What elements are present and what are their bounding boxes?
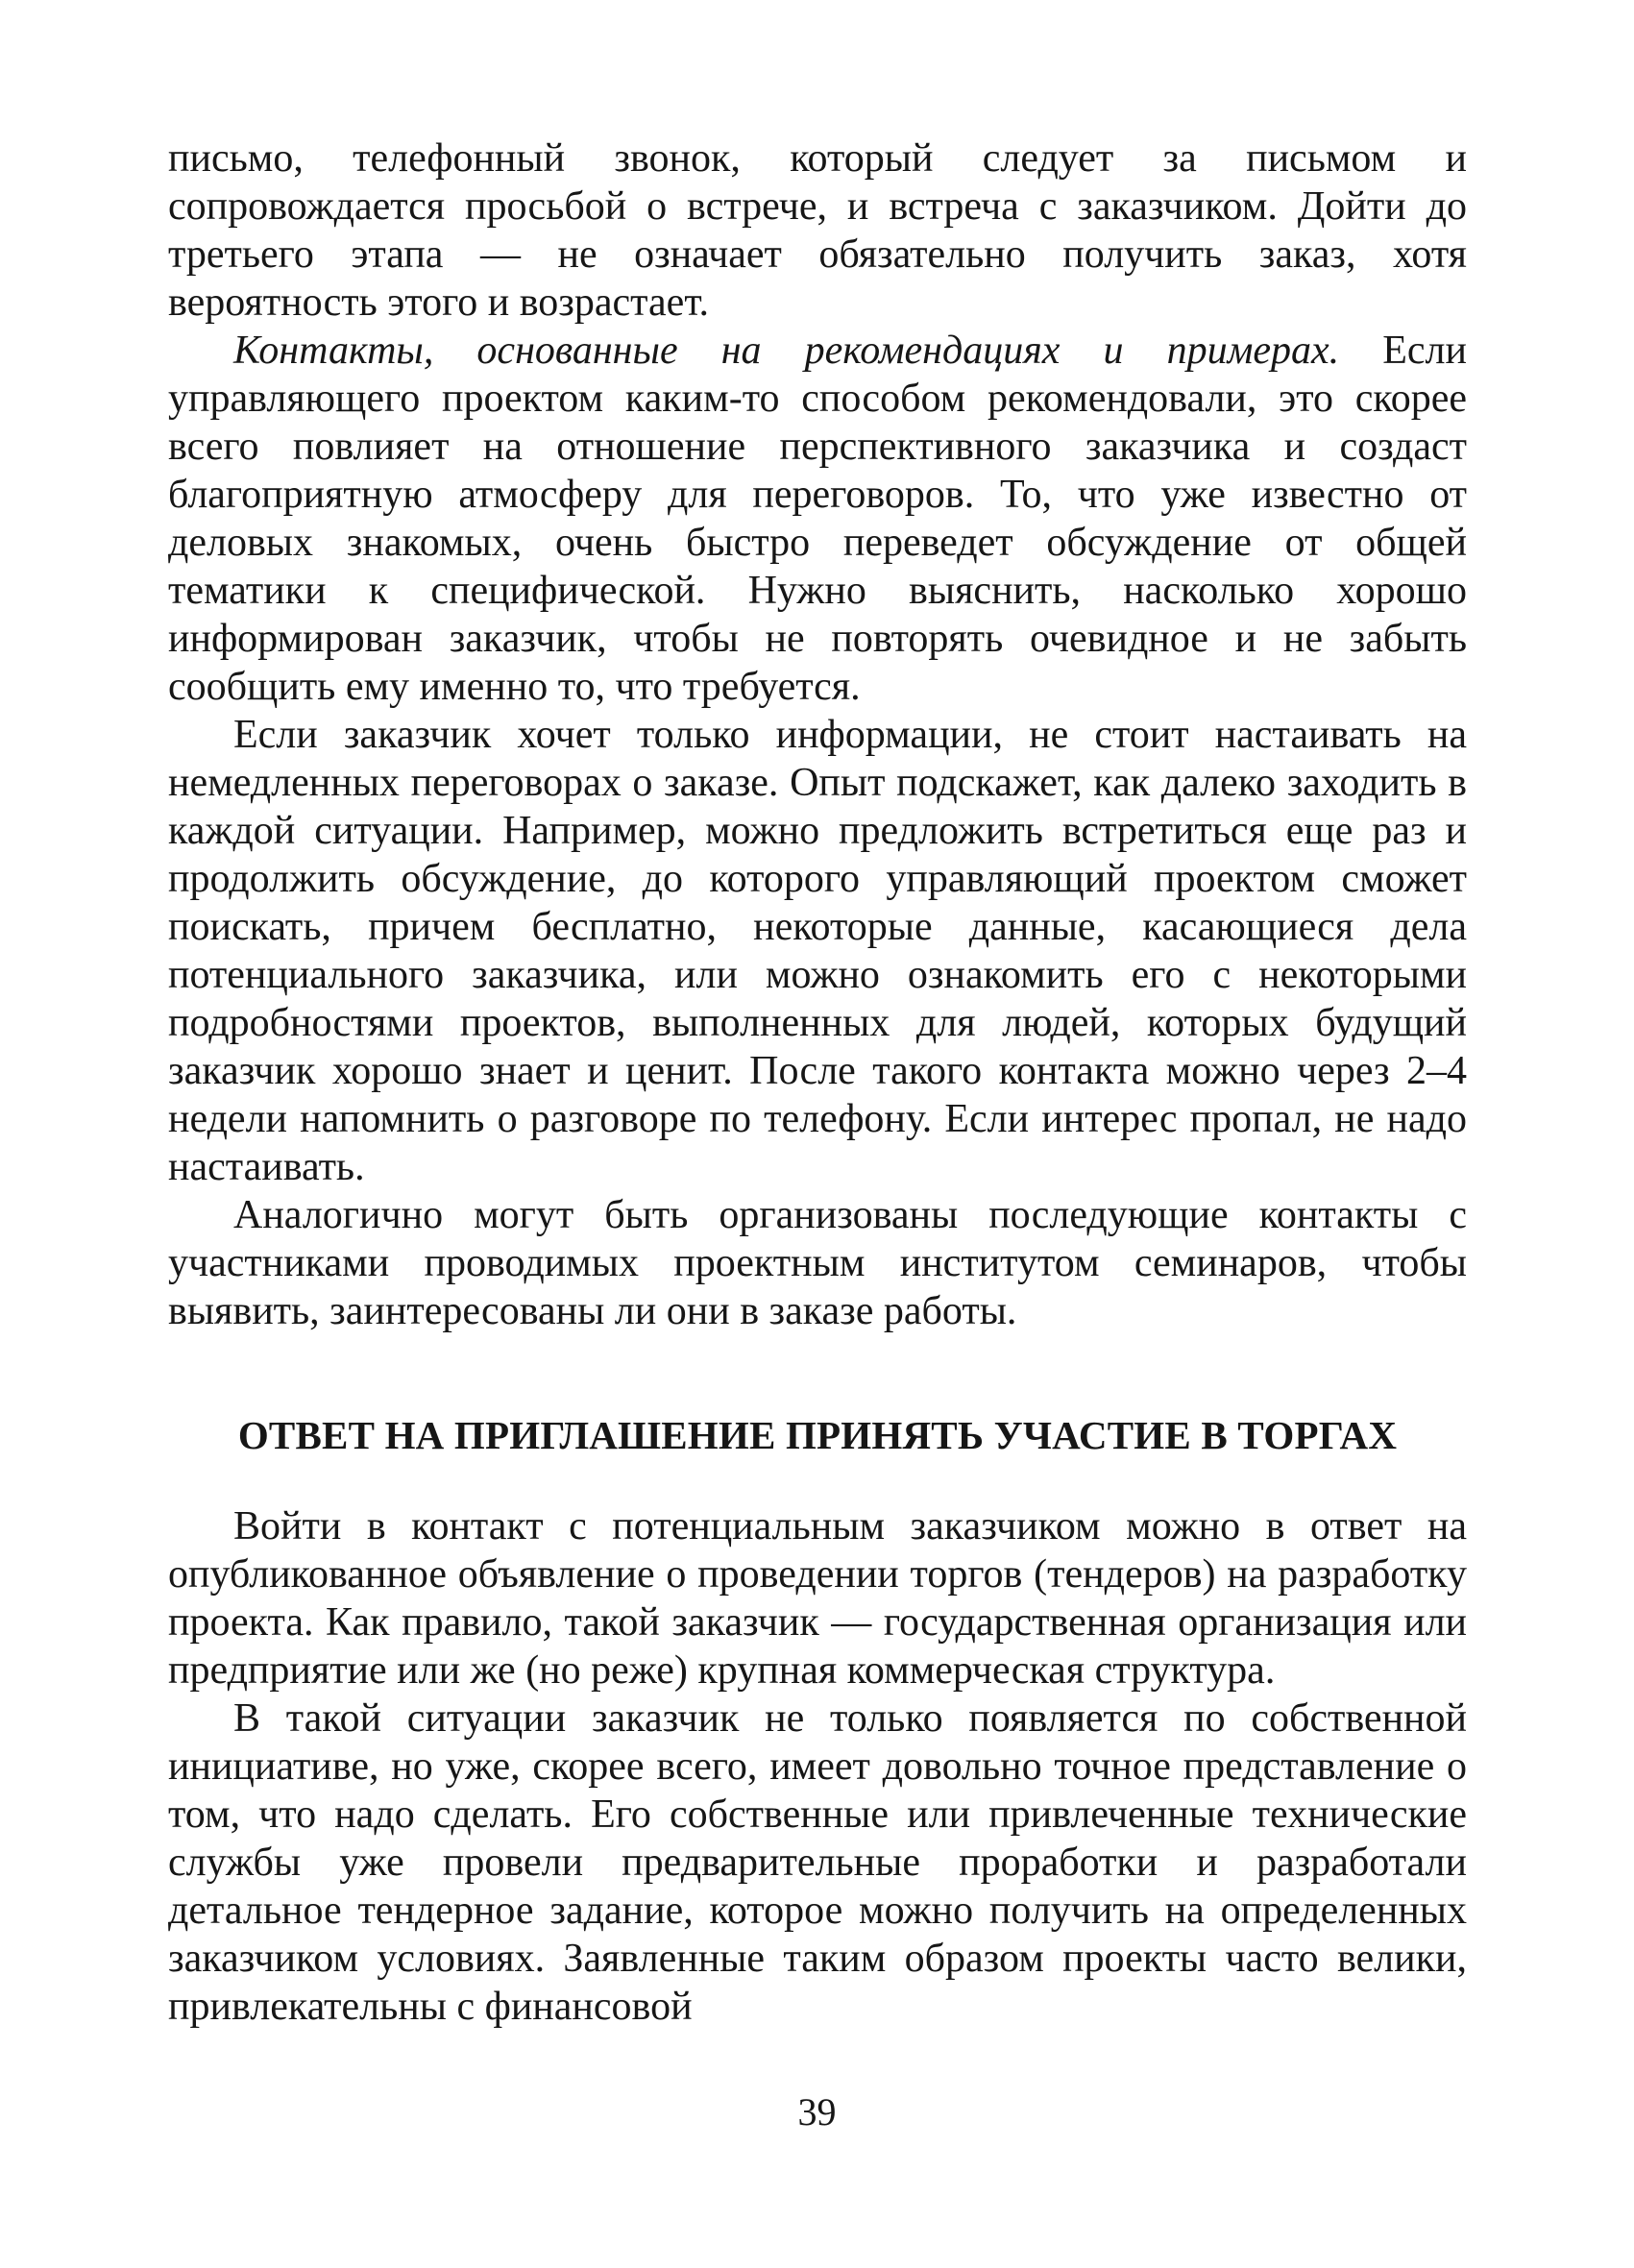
paragraph-recommendation-contacts [168, 327, 1467, 711]
paragraph-information-request: Если заказчик хочет только информации, не стоит настаивать на немедленных переговорах о заказе. Опыт подскажет, как далеко заходить в каждой ситуации. Например, можно предложить встретиться еще раз и продолжить обсуждение, до которого управляющий проектом сможет поискать, причем бесплатно, некоторые данные, касающиеся дела потенциального заказчика, или можно ознакомить его с некоторыми подробностями проектов, выполненных для людей, которых будущий заказчик хорошо знает и ценит. После такого контакта можно через 2–4 недели напомнить о разговоре по телефону. Если интерес пропал, не надо настаивать. [168, 713, 1467, 1189]
paragraph-lead-italic: Контакты, основанные на рекомендациях и примерах. [233, 329, 1340, 373]
paragraph-tender-situation: В такой ситуации заказчик не только появляется по собственной инициативе, но уже, скорее всего, имеет довольно точное представление о том, что надо сделать. Его собственные или привлеченные технические службы уже провели предварительные проработки и разработали детальное тендерное задание, которое можно получить на определенных заказчиком условиях. Заявленные таким образом проекты часто велики, привлекательны с финансовой [168, 1696, 1467, 2029]
page-number: 39 [797, 2090, 837, 2134]
section-heading: ОТВЕТ НА ПРИГЛАШЕНИЕ ПРИНЯТЬ УЧАСТИЕ В ТОРГАХ [237, 1413, 1398, 1457]
page-body [168, 134, 1467, 2031]
paragraph-continuation: письмо, телефонный звонок, который следует за письмом и сопровождается просьбой о встрече, и встреча с заказчиком. Дойти до третьего этапа — не означает обязательно получить заказ, хотя вероятность этого и возрастает. [168, 136, 1467, 325]
paragraph-seminar-contacts: Аналогично могут быть организованы последующие контакты с участниками проводимых проектным институтом семинаров, чтобы выявить, заинтересованы ли они в заказе работы. [168, 1193, 1467, 1333]
paragraph-tender-announcement: Войти в контакт с потенциальным заказчиком можно в ответ на опубликованное объявление о проведении торгов (тендеров) на разработку проекта. Как правило, такой заказчик — государственная организация или предприятие или же (но реже) крупная коммерческая структура. [168, 1504, 1467, 1693]
paragraph-body: Если управляющего проектом каким-то способом рекомендовали, это скорее всего повлияет на отношение перспективного заказчика и создаст благоприятную атмосферу для переговоров. То, что уже известно от деловых знакомых, очень быстро переведет обсуждение от общей тематики к специфической. Нужно выяснить, насколько хорошо информирован заказчик, чтобы не повторять очевидное и не забыть сообщить ему именно то, что требуется. [168, 329, 1467, 709]
